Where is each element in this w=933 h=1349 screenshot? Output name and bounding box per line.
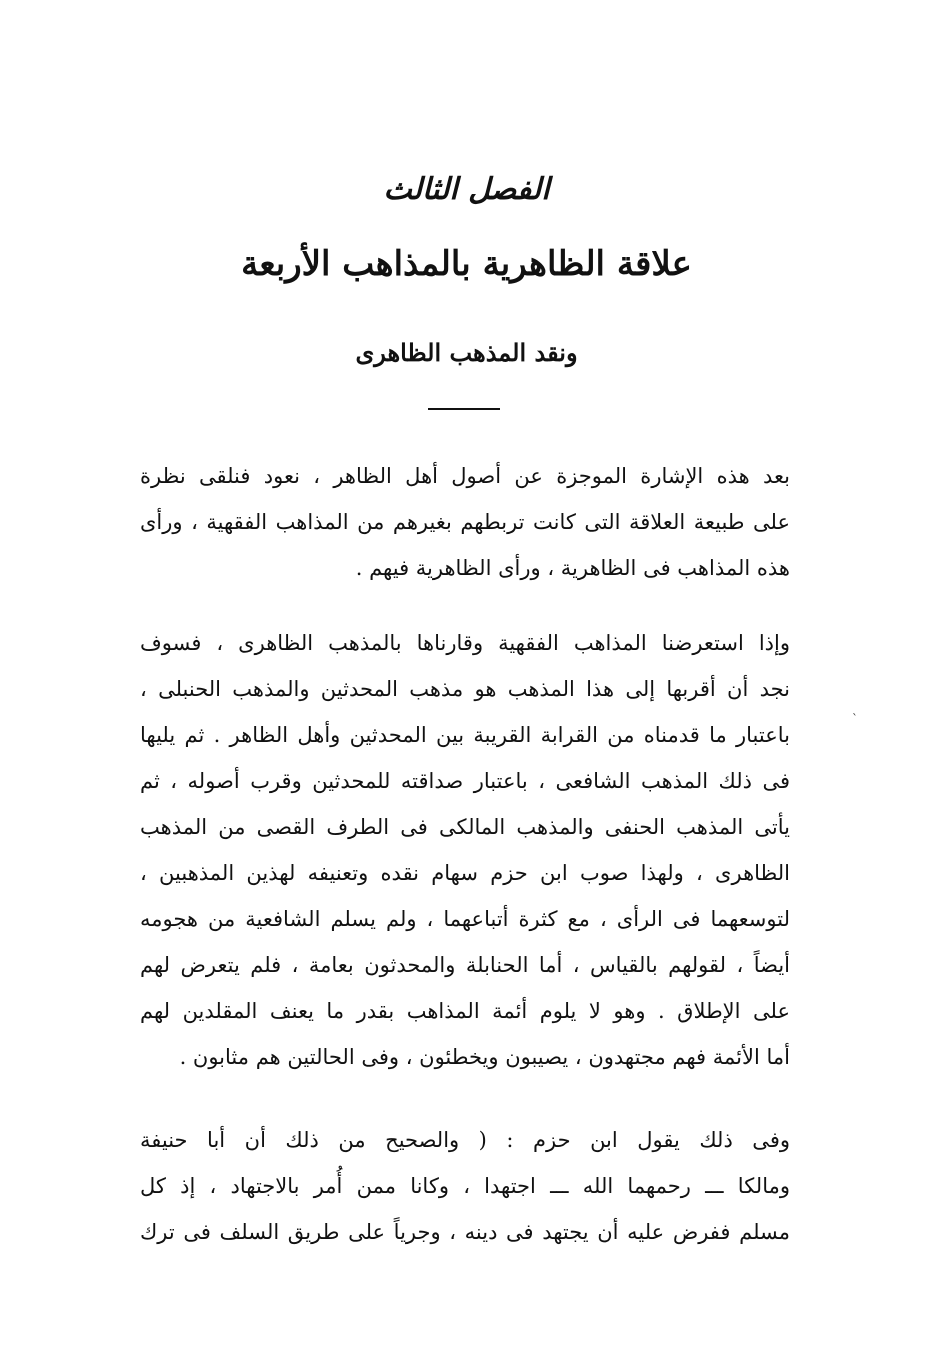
text-line: باعتبار ما قدمناه من القرابة القريبة بين المحدثين وأهل الظاهر . ثم يليها — [140, 723, 790, 747]
text-line: مسلم ففرض عليه أن يجتهد فى دينه ، وجرياً على طريق السلف فى ترك — [140, 1220, 791, 1244]
text-line: على طبيعة العلاقة التى كانت تربطهم بغيرهم من المذاهب الفقهية ، ورأى — [140, 510, 791, 534]
text-line: نجد أن أقربها إلى هذا المذهب هو مذهب المحدثين والمذهب الحنبلى ، — [140, 677, 790, 701]
chapter-title: علاقة الظاهرية بالمذاهب الأربعة — [241, 244, 692, 284]
text-line: الظاهرى ، ولهذا صوب ابن حزم سهام نقده وتعنيفه لهذين المذهبين ، — [140, 861, 790, 885]
text-line: بعد هذه الإشارة الموجزة عن أصول أهل الظاهر ، نعود فنلقى نظرة — [140, 464, 790, 488]
text-line: وإذا استعرضنا المذاهب الفقهية وقارناها بالمذهب الظاهرى ، فسوف — [140, 631, 790, 655]
margin-mark: ` — [852, 712, 858, 726]
text-line: هذه المذاهب فى الظاهرية ، ورأى الظاهرية فيهم . — [355, 556, 790, 580]
paragraph-3 — [140, 1117, 790, 1255]
text-line: أيضاً ، لقولهم بالقياس ، أما الحنابلة والمحدثون بعامة ، فلم يتعرض لهم — [140, 953, 790, 977]
text-line: فى ذلك المذهب الشافعى ، باعتبار صداقته للمحدثين وقرب أصوله ، ثم — [140, 769, 790, 793]
text-line: يأتى المذهب الحنفى والمذهب المالكى فى الطرف القصى من المذهب — [140, 815, 790, 839]
text-line: أما الأئمة فهم مجتهدون ، يصيبون ويخطئون ، وفى الحالتين هم مثابون . — [179, 1045, 790, 1069]
text-line: وفى ذلك يقول ابن حزم : ( والصحيح من ذلك أن أبا حنيفة — [140, 1128, 790, 1152]
chapter-subtitle: ونقد المذهب الظاهرى — [355, 338, 578, 367]
paragraph-1 — [140, 453, 790, 591]
paragraph-2 — [140, 620, 790, 1080]
title-divider — [428, 408, 500, 410]
text-line: لتوسعهما فى الرأى ، مع كثرة أتباعهما ، ولم يسلم الشافعية من هجومه — [140, 907, 790, 931]
text-line: ومالكا ـــ رحمهما الله ـــ اجتهدا ، وكانا ممن أُمر بالاجتهاد ، إذ كل — [140, 1174, 790, 1198]
chapter-label: الفصل الثالث — [383, 172, 550, 207]
text-line: على الإطلاق . وهو لا يلوم أئمة المذاهب بقدر ما يعنف المقلدين لهم — [140, 999, 790, 1023]
